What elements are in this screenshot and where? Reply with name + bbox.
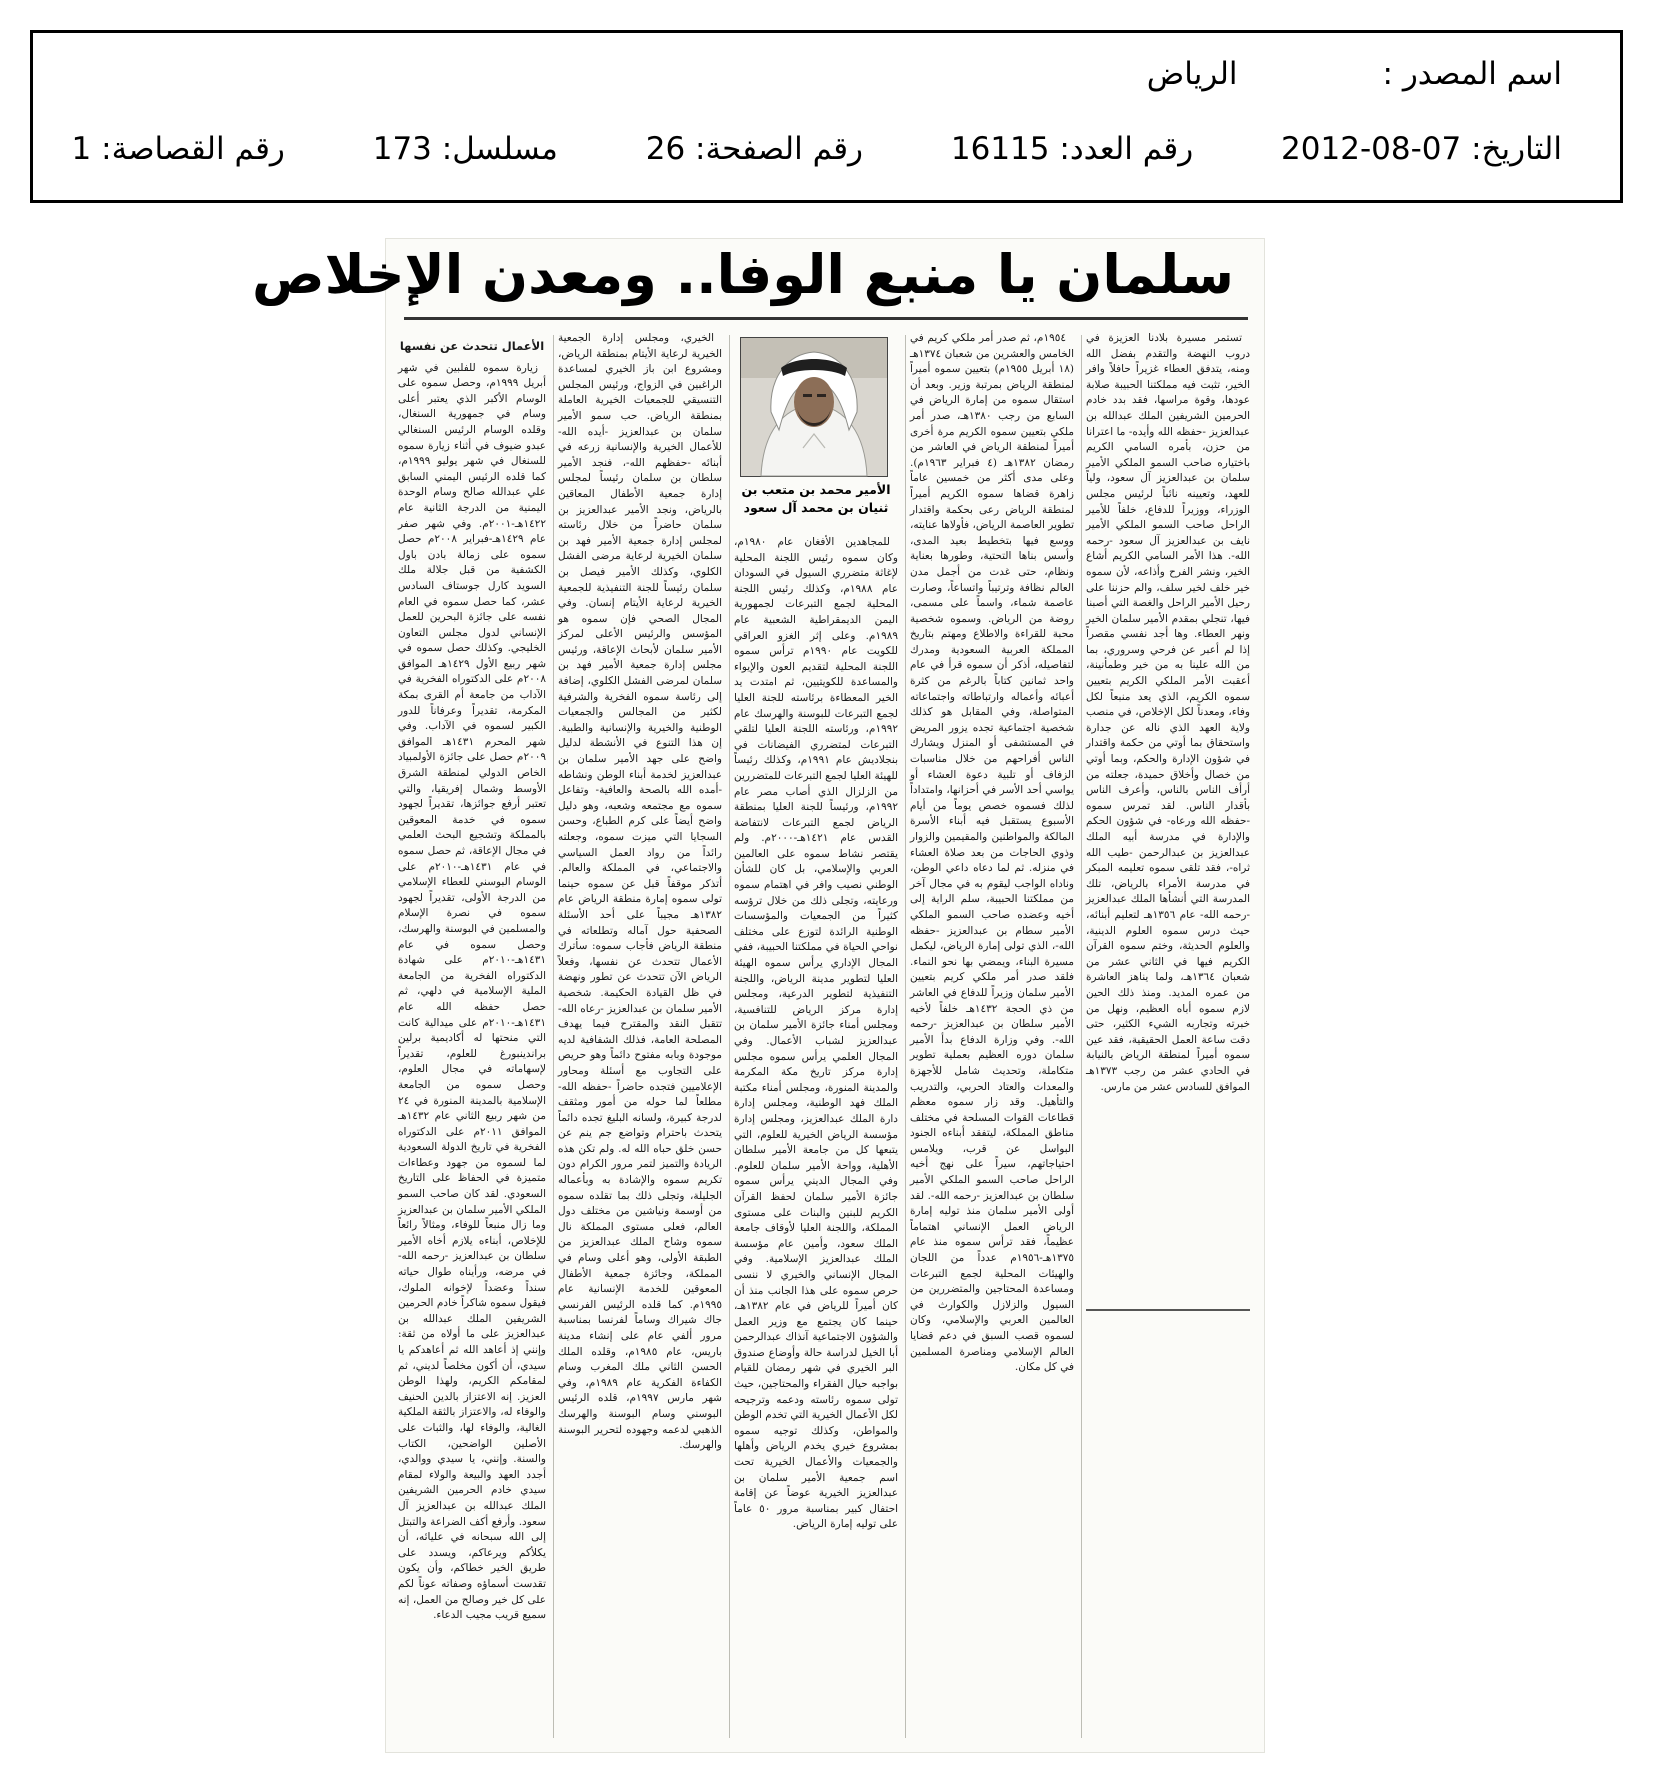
column-divider — [553, 335, 554, 1738]
caption-line-2: ثنيان بن محمد آل سعود — [743, 500, 889, 515]
author-photo-block — [734, 331, 898, 527]
date-label: التاريخ: — [1471, 131, 1562, 167]
column-1-text: تستمر مسيرة بلادنا العزيزة في دروب النهضة والتقدم بفضل الله ومنه، يتدفق العطاء غزيراً حافلاً وافر الخير، تثبت فيه مملكتنا الحبيبة صلابة عودها، وقوة مراسها، فقد بدد خادم الحرمين الشريفين الملك عبدالله بن عبدالعزيز -حفظه الله وأيده- ما اعترانا من حزن، بأمره السامي الكريم باختياره صاحب السمو الملكي الأمير سلمان بن عبدالعزيز آل سعود، ولياً للعهد، وتعيينه نائباً لرئيس مجلس الوزراء، ووزيراً للدفاع، خلفاً للأمير الراحل صاحب السمو الملكي الأمير نايف بن عبدالعزيز آل سعود -رحمه الله-. هذا الأمر السامي الكريم أشاع الخير، ونشر الفرح وأذاعه، لأن سموه خير خلف لخير سلف، والم حزننا على رحيل الأمير الراحل والغصة التي أصبنا فيها، تنجلي بمقدم الأمير سلمان الخير ونهر العطاء. وها أجد نفسي مقصراً إذا لم أعبر عن فرحي وسروري، بما من الله علينا به من خير وطمأنينة، أعقبت الأمر الملكي الكريم بتعيين سموه الكريم، الذي يعد منبعاً لكل وفاء، ومعدناً لكل الإخلاص، في منصب ولاية العهد الذي ناله عن جدارة واستحقاق بما أوتي من حكمة واقتدار في شؤون الإدارة والحكم، وبما أوتي من خصال وأخلاق حميدة، جعلته من أرأف الناس بالناس، وأعرف الناس بأقدار الناس. لقد تمرس سموه -حفظه الله ورعاه- في شؤون الحكم والإدارة في مدرسة أبيه الملك عبدالعزيز بن عبدالرحمن -طيب الله ثراه-، فقد تلقى سموه تعليمه المبكر في مدرسة الأمراء بالرياض، تلك المدرسة التي أنشأها الملك عبدالعزيز -رحمه الله- عام ١٣٥٦هـ لتعليم أبنائه، حيث درس سموه العلوم الدينية، والعلوم الحديثة، وختم سموه القرآن الكريم فيها في الثاني عشر من شعبان ١٣٦٤هـ، ولما يناهز العاشرة من عمره المديد. ومنذ ذلك الحين لازم سموه أباه العظيم، ونهل من خبرته وتجاربه الشيء الكثير، حتى دقت ساعة العمل الحقيقية، فقد عين سموه أميراً لمنطقة الرياض بالنيابة في الحادي عشر من رجب ١٣٧٣هـ الموافق للسادس عشر من مارس. — [1086, 332, 1250, 1093]
date-value: 2012-08-07 — [1281, 131, 1462, 167]
article-column-4 — [558, 331, 722, 1740]
column-4-text: الخيري، ومجلس إدارة الجمعية الخيرية لرعاية الأيتام بمنطقة الرياض، ومشروع ابن باز الخيري لمساعدة الراغبين في الزواج، ورئيس المجلس التنسيقي للجمعيات الخيرية العاملة بمنطقة الرياض. حب سمو الأمير سلمان بن عبدالعزيز -أيده الله- للأعمال الخيرية والإنسانية زرعه في أبنائه -حفظهم الله-، فنجد الأمير سلطان بن سلمان رئيساً لمجلس إدارة جمعية الأطفال المعاقين بالرياض، ونجد الأمير عبدالعزيز بن سلمان حاضراً من خلال رئاسته لمجلس إدارة جمعية الأمير فهد بن سلمان الخيرية لرعاية مرضى الفشل الكلوي، وكذلك الأمير فيصل بن سلمان رئيساً للجنة التنفيذية للجمعية الخيرية لرعاية الأيتام إنسان. وفي المجال الصحي فإن سموه هو المؤسس والرئيس الأعلى لمركز الأمير سلمان لأبحاث الإعاقة، ورئيس مجلس إدارة جمعية الأمير فهد بن سلمان لمرضى الفشل الكلوي، إضافة إلى رئاسة سموه الفخرية والشرفية لكثير من المجالس والجمعيات الوطنية والخيرية والإنسانية والطبية. إن هذا التنوع في الأنشطة لدليل واضح على جهد الأمير سلمان بن عبدالعزيز لخدمة أبناء الوطن ونشاطه -أمده الله بالصحة والعافية- وتفاعل سموه مع مجتمعه وشعبه، وهو دليل واضح أيضاً على كرم الطباع، وحسن السجايا التي ميزت سموه، وجعلته رائداً من رواد العمل السياسي والاجتماعي، في المملكة والعالم. أتذكر موقفاً قبل عن سموه حينما تولى سموه إمارة منطقة الرياض عام ١٣٨٢هـ مجيباً على أحد الأسئلة الصحفية حول آماله وتطلعاته في منطقة الرياض فأجاب سموه: سأترك الأعمال تتحدث عن نفسها، وفعلاً الرياض الآن تتحدث عن تطور ونهضة في ظل القيادة الحكيمة. شخصية الأمير سلمان بن عبدالعزيز -رعاه الله- تتقبل النقد والمقترح فيما يهدف المصلحة العامة، فذلك الشفافية لديه موجودة وبابه مفتوح دائماً وهو حريص على التجاوب مع أسئلة ومحاور الإعلاميين فتجده حاضراً -حفظه الله- مطلعاً لما حوله من أمور ومثقف لدرجة كبيرة، ولسانه البليغ تجده دائماً يتحدث باحترام وتواضع جم ينم عن حسن خلق حباه الله له. ولم تكن هذه الريادة والتميز لتمر مرور الكرام دون تكريم سموه والإشادة به وبأعماله الجليلة، وتجلى ذلك بما تقلده سموه من أوسمة ونياشين من مختلف دول العالم، فعلى مستوى المملكة نال سموه وشاح الملك عبدالعزيز من الطبقة الأولى، وهو أعلى وسام في المملكة، وجائزة جمعية الأطفال المعوقين للخدمة الإنسانية عام ١٩٩٥م. كما قلده الرئيس الفرنسي جاك شيراك وساماً لفرنسا بمناسبة مرور ألفي عام على إنشاء مدينة باريس، عام ١٩٨٥م، وقلده الملك الحسن الثاني ملك المغرب وسام الكفاءة الفكرية عام ١٩٨٩م، وفي شهر مارس ١٩٩٧م، قلده الرئيس البوسني وسام البوسنة والهرسك الذهبي لدعمه وجهوده لتحرير البوسنة والهرسك. — [558, 332, 722, 1452]
caption-line-1: الأمير محمد بن متعب بن — [741, 482, 891, 497]
page-label: رقم الصفحة: — [695, 131, 864, 167]
article-column-3 — [734, 535, 898, 1740]
author-caption — [734, 481, 898, 517]
clip-value: 1 — [71, 131, 92, 167]
author-portrait-image — [741, 338, 887, 476]
article-column-5 — [398, 331, 546, 1740]
source-label: اسم المصدر : — [1382, 56, 1562, 92]
issue-value: 16115 — [950, 131, 1050, 167]
column-divider — [729, 335, 730, 1738]
serial-label: مسلسل: — [441, 131, 558, 167]
details-row — [71, 131, 1562, 167]
newspaper-clipping — [251, 238, 1265, 1753]
source-value: الرياض — [1146, 56, 1238, 92]
column-divider — [905, 335, 906, 1738]
source-row — [1146, 56, 1562, 92]
article-column-2 — [910, 331, 1074, 1740]
column-5-text: زيارة سموه للفلبين في شهر أبريل ١٩٩٩م، وحصل سموه على الوسام الأكبر الذي يعتبر أعلى وسام في جمهورية السنغال، وقلده الوسام الرئيس السنغالي عبدو ضيوف في أثناء زيارة سموه للسنغال في شهر يوليو ١٩٩٩م، كما قلده الرئيس اليمني السابق علي عبدالله صالح وسام الوحدة اليمنية من الدرجة الثانية عام ١٤٢٢هـ-٢٠٠١م. وفي شهر صفر عام ١٤٢٩هـ-فبراير ٢٠٠٨م حصل سموه على زمالة بادن باول الكشفية من قبل جلالة ملك السويد كارل جوستاف السادس عشر، كما حصل سموه في العام نفسه على جائزة البحرين للعمل الإنساني لدول مجلس التعاون الخليجي. وكذلك حصل سموه في شهر ربيع الأول ١٤٢٩هـ الموافق ٢٠٠٨م على الدكتوراه الفخرية في الآداب من جامعة أم القرى بمكة المكرمة، تقديراً وعرفاناً للدور الكبير لسموه في الآداب. وفي شهر المحرم ١٤٣١هـ الموافق ٢٠٠٩م حصل على جائزة الأولمبياد الخاص الدولي لمنطقة الشرق الأوسط وشمال إفريقيا، والتي تعتبر أرفع جوائزها، تقديراً لجهود سموه في خدمة المعوقين بالمملكة وتشجيع البحث العلمي في مجال الإعاقة، ثم حصل سموه في عام ١٤٣١هـ-٢٠١٠م على الوسام البوسني للعطاء الإسلامي من الدرجة الأولى، تقديراً لجهود سموه في نصرة الإسلام والمسلمين في البوسنة والهرسك، وحصل سموه في عام ١٤٣١هـ-٢٠١٠م على شهادة الدكتوراه الفخرية من الجامعة الملية الإسلامية في دلهي، ثم حصل حفظه الله عام ١٤٣١هـ-٢٠١٠م على ميدالية كانت التي منحتها له أكاديمية برلين براندينبورغ للعلوم، تقديراً لإسهاماته في مجال العلوم، وحصل سموه من الجامعة الإسلامية بالمدينة المنورة في ٢٤ من شهر ربيع الثاني عام ١٤٣٢هـ الموافق ٢٠١١م على الدكتوراه الفخرية في تاريخ الدولة السعودية لما لسموه من جهود وعطاءات متميزة في الحفاظ على التاريخ السعودي. لقد كان صاحب السمو الملكي الأمير سلمان بن عبدالعزيز وما زال منبعاً للوفاء، ومثالاً رائعاً للإخلاص، أبناءه يلازم أخاه الأمير سلطان بن عبدالعزيز -رحمه الله- في مرضه، ورأيناه طوال حياته سنداً وعضداً لإخوانه الملوك، فيقول سموه شاكراً خادم الحرمين الشريفين الملك عبدالله بن عبدالعزيز على ما أولاه من ثقة: وإنني إذ أعاهد الله ثم أعاهدكم يا سيدي، أن أكون مخلصاً لديني، ثم لمقامكم الكريم، ولهذا الوطن العزيز. إنه الاعتزاز بالدين الحنيف والوفاء له، والاعتزاز بالثقة الملكية الغالية، والوفاء لها، والثبات على الأصلين الواضحين، الكتاب والسنة. وإنني، يا سيدي ووالدي، أجدد العهد والبيعة والولاء لمقام سيدي خادم الحرمين الشريفين الملك عبدالله بن عبدالعزيز آل سعود. وأرفع أكف الضراعة والتبتل إلى الله سبحانه في عليائه، أن يكلأكم ويرعاكم، ويسدد على طريق الخير خطاكم، وأن يكون تقدست أسماؤه وصفاته عوناً لكم على كل خير وصالح من العمل، إنه سميع قريب مجيب الدعاء. — [398, 361, 546, 1622]
article-column-1 — [1086, 331, 1250, 1740]
column-2-text: ١٩٥٤م، ثم صدر أمر ملكي كريم في الخامس والعشرين من شعبان ١٣٧٤هـ (١٨ أبريل ١٩٥٥م) بتعيين سموه أميراً لمنطقة الرياض بمرتبة وزير. وبعد أن استقال سموه من إمارة الرياض في السابع من رجب ١٣٨٠هـ، صدر أمر ملكي بتعيين سموه الكريم مرة أخرى أميراً لمنطقة الرياض في العاشر من رمضان ١٣٨٢هـ (٤ فبراير ١٩٦٣م). وعلى مدى أكثر من خمسين عاماً زاهرة قضاها سموه الكريم أميراً لمنطقة الرياض رعى بحكمة واقتدار تطوير العاصمة الرياض، فأولاها عنايته، ووسع فيها بتخطيط بعيد المدى، وأسس بناها التحتية، وطورها بعناية ونظام، حتى غدت من أجمل مدن العالم نظافة وترتيباً واتساعاً، وصارت عاصمة شماء، واسماً على مسمى، روضة من الرياض. وسموه شخصية محبة للقراءة والاطلاع ومهتم بتاريخ المملكة العربية السعودية ومدرك لتفاصيله، أذكر أن سموه قرأ في عام واحد ثمانين كتاباً بالرغم من كثرة أعبائه وأعماله وارتباطاته واجتماعاته المتواصلة، وفي المقابل هو كذلك شخصية اجتماعية تجده يزور المريض في المستشفى أو المنزل ويشارك الناس أفراحهم من خلال مناسبات الزفاف أو تلبية دعوة العشاء أو يواسي أحد الأسر في أحزانها، وامتداداً لذلك فسموه خصص يوماً من أيام الأسبوع يستقبل فيه أبناء الأسرة المالكة والمواطنين والمقيمين والزوار وذوي الحاجات من بعد صلاة العشاء في منزله. ثم لما دعاه داعي الوطن، وناداه الواجب ليقوم به في مجال آخر من مملكتنا الحبيبة، سلم الراية إلى أخيه وعضده صاحب السمو الملكي الأمير سطام بن عبدالعزيز -حفظه الله-، الذي تولى إمارة الرياض، ليكمل مسيرة البناء، ويمضي بها نحو النماء. فلقد صدر أمر ملكي كريم بتعيين الأمير سلمان وزيراً للدفاع في العاشر من ذي الحجة ١٤٣٢هـ خلفاً لأخيه الأمير سلطان بن عبدالعزيز -رحمه الله-. وفي وزارة الدفاع بدأ الأمير سلمان دوره العظيم بعملية تطوير متكاملة، وتحديث شامل للأجهزة والمعدات والعتاد الحربي، والتدريب والتأهيل. وقد زار سموه معظم قطاعات القوات المسلحة في مختلف مناطق المملكة، ليتفقد أبناءه الجنود البواسل عن قرب، ويلامس احتياجاتهم، سيراً على نهج أخيه الراحل صاحب السمو الملكي الأمير سلطان بن عبدالعزيز -رحمه الله-. لقد أولى الأمير سلمان منذ توليه إمارة الرياض العمل الإنساني اهتماماً عظيماً، فقد ترأس سموه منذ عام ١٣٧٥هـ-١٩٥٦م عدداً من اللجان والهيئات المحلية لجمع التبرعات ومساعدة المحتاجين والمتضررين من السيول والزلازل والكوارث في العالمين العربي والإسلامي، وكان لسموه قصب السبق في دعم قضايا العالم الإسلامي ومناصرة المسلمين في كل مكان. — [910, 332, 1075, 1374]
article-subhead: الأعمال تتحدث عن نفسها — [399, 339, 545, 353]
headline-rule — [404, 317, 1248, 320]
clipping-metadata-box — [30, 30, 1623, 203]
article-headline: سلمان يا منبع الوفا.. ومعدن الإخلاص — [251, 243, 1234, 306]
author-photo — [740, 337, 888, 477]
column-1-end-rule — [1086, 1309, 1250, 1311]
column-divider — [1081, 335, 1082, 1738]
issue-label: رقم العدد: — [1059, 131, 1194, 167]
column-3-text: للمجاهدين الأفغان عام ١٩٨٠م، وكان سموه رئيس اللجنة المحلية لإغاثة متضرري السيول في السودان عام ١٩٨٨م، وكذلك رئيس اللجنة المحلية لجمع التبرعات لجمهورية اليمن الديمقراطية الشعبية عام ١٩٨٩م. وعلى إثر الغزو العراقي للكويت عام ١٩٩٠م ترأس سموه اللجنة المحلية لتقديم العون والإيواء والمساعدة للكويتيين، ثم امتدت يد الخير المعطاءة برئاسته للجنة العليا لجمع التبرعات للبوسنة والهرسك عام ١٩٩٢م، ورئاسته اللجنة العليا لتلقي التبرعات لمتضرري الفيضانات في بنجلاديش عام ١٩٩١م، وكذلك رئيساً للهيئة العليا لجمع التبرعات للمتضررين من الزلزال الذي أصاب مصر عام ١٩٩٢م، ورئيساً للجنة العليا بمنطقة الرياض لجمع التبرعات لانتفاضة القدس عام ١٤٢١هـ-٢٠٠٠م. ولم يقتصر نشاط سموه على العالمين العربي والإسلامي، بل كان للشأن الوطني نصيب وافر في اهتمام سموه ورعايته، وتجلى ذلك من خلال ترؤسه كثيراً من الجمعيات والمؤسسات الوطنية الرائدة لتوزع على مختلف نواحي الحياة في مملكتنا الحبيبة، ففي المجال الإداري يرأس سموه الهيئة العليا لتطوير مدينة الرياض، واللجنة التنفيذية لتطوير الدرعية، ومجلس إدارة مركز الرياض للتنافسية، ومجلس أمناء جائزة الأمير سلمان بن عبدالعزيز لشباب الأعمال. وفي المجال العلمي يرأس سموه مجلس إدارة مركز تاريخ مكة المكرمة والمدينة المنورة، ومجلس أمناء مكتبة الملك فهد الوطنية، ومجلس إدارة دارة الملك عبدالعزيز، ومجلس إدارة مؤسسة الرياض الخيرية للعلوم، التي يتبعها كل من جامعة الأمير سلطان الأهلية، وواحة الأمير سلمان للعلوم. وفي المجال الديني يرأس سموه جائزة الأمير سلمان لحفظ القرآن الكريم للبنين والبنات على مستوى المملكة، واللجنة العليا لأوقاف جامعة الملك سعود، وأمين عام مؤسسة الملك عبدالعزيز الإسلامية. وفي المجال الإنساني والخيري لا ننسى حرص سموه على هذا الجانب منذ أن كان أميراً للرياض في عام ١٣٨٢هـ، حينما كان يجتمع مع وزير العمل والشؤون الاجتماعية آنذاك عبدالرحمن أبا الخيل لدراسة حالة وأوضاع صندوق البر الخيري في شهر رمضان للقيام بواجبه حيال الفقراء والمحتاجين، حيث تولى سموه رئاسته ودعمه وترجيحه لكل الأعمال الخيرية التي تخدم الوطن والمواطن، وكذلك توجيه سموه بمشروع خيري يخدم الرياض وأهلها والجمعيات والأعمال الخيرية تحت اسم جمعية الأمير سلمان بن عبدالعزيز الخيرية عوضاً عن إقامة احتفال كبير بمناسبة مرور ٥٠ عاماً على توليه إمارة الرياض. — [734, 536, 898, 1531]
serial-value: 173 — [372, 131, 432, 167]
page-value: 26 — [645, 131, 686, 167]
clip-label: رقم القصاصة: — [101, 131, 285, 167]
